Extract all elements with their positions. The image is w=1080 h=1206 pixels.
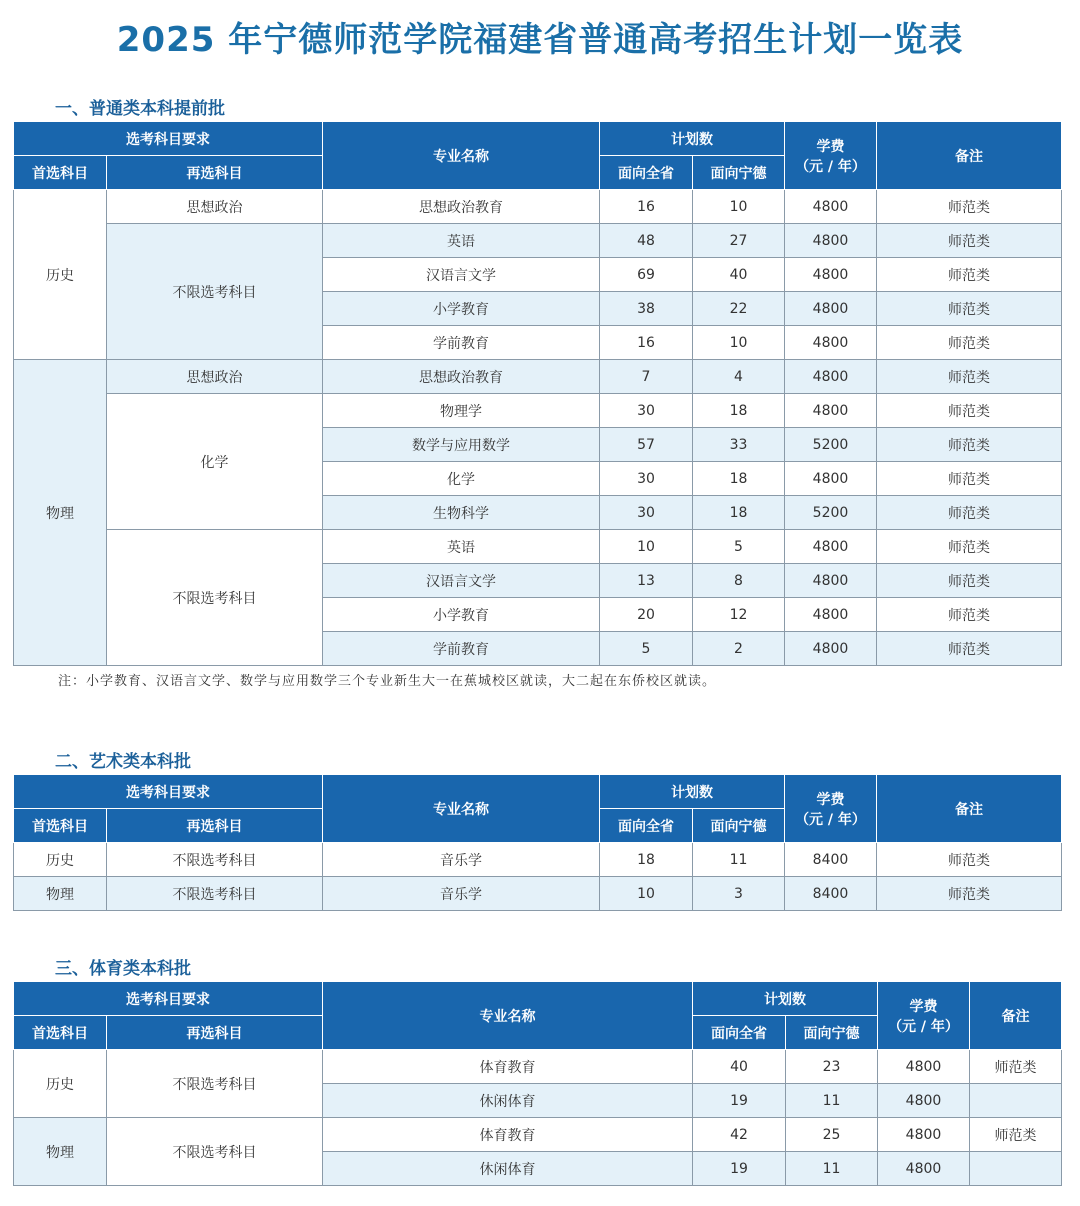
province-quota-cell: 20: [600, 598, 693, 632]
ningde-quota-cell: 5: [693, 530, 785, 564]
first-subject-cell: 历史: [14, 843, 107, 877]
province-quota-cell: 40: [693, 1050, 786, 1084]
table-art-batch: [13, 774, 1062, 911]
tuition-cell: 4800: [785, 394, 877, 428]
second-subject-cell: 不限选考科目: [107, 1118, 323, 1186]
major-name-cell: 音乐学: [323, 877, 600, 911]
ningde-quota-cell: 25: [786, 1118, 878, 1152]
ningde-quota-cell: 22: [693, 292, 785, 326]
remark-cell: 师范类: [970, 1050, 1062, 1084]
first-subject-cell: 物理: [14, 360, 107, 666]
ningde-quota-cell: 10: [693, 326, 785, 360]
remark-cell: 师范类: [877, 292, 1062, 326]
province-quota-cell: 7: [600, 360, 693, 394]
remark-cell: 师范类: [877, 877, 1062, 911]
header-remark: 备注: [877, 775, 1062, 843]
ningde-quota-cell: 11: [693, 843, 785, 877]
table-row: [14, 224, 1062, 258]
header-ningde-quota: 面向宁德: [693, 809, 785, 843]
tuition-cell: 4800: [785, 190, 877, 224]
header-subject-requirement: 选考科目要求: [14, 982, 323, 1016]
tuition-cell: 4800: [785, 530, 877, 564]
ningde-quota-cell: 8: [693, 564, 785, 598]
table-row: [14, 394, 1062, 428]
province-quota-cell: 19: [693, 1084, 786, 1118]
major-name-cell: 化学: [323, 462, 600, 496]
table-regular-early-batch: [13, 121, 1062, 666]
major-name-cell: 小学教育: [323, 292, 600, 326]
tuition-cell: 4800: [785, 258, 877, 292]
first-subject-cell: 历史: [14, 190, 107, 360]
header-remark: 备注: [970, 982, 1062, 1050]
header-first-subject: 首选科目: [14, 809, 107, 843]
major-name-cell: 学前教育: [323, 326, 600, 360]
table-row: [14, 530, 1062, 564]
header-tuition: [785, 775, 877, 843]
remark-cell: 师范类: [877, 394, 1062, 428]
second-subject-cell: 不限选考科目: [107, 1050, 323, 1118]
second-subject-cell: 不限选考科目: [107, 530, 323, 666]
header-plan-count: 计划数: [600, 122, 785, 156]
table-row: [14, 360, 1062, 394]
major-name-cell: 休闲体育: [323, 1084, 693, 1118]
table-row: [14, 190, 1062, 224]
remark-cell: 师范类: [877, 326, 1062, 360]
province-quota-cell: 30: [600, 394, 693, 428]
tuition-cell: 4800: [785, 598, 877, 632]
header-second-subject: 再选科目: [107, 809, 323, 843]
province-quota-cell: 30: [600, 462, 693, 496]
tuition-cell: 4800: [785, 224, 877, 258]
second-subject-cell: 不限选考科目: [107, 224, 323, 360]
tuition-cell: 4800: [878, 1050, 970, 1084]
tuition-cell: 4800: [878, 1152, 970, 1186]
header-tuition: [878, 982, 970, 1050]
remark-cell: 师范类: [877, 530, 1062, 564]
remark-cell: 师范类: [877, 190, 1062, 224]
province-quota-cell: 16: [600, 190, 693, 224]
tuition-cell: 5200: [785, 496, 877, 530]
remark-cell: 师范类: [877, 843, 1062, 877]
header-second-subject: 再选科目: [107, 1016, 323, 1050]
header-tuition-label: 学费: [816, 138, 845, 155]
second-subject-cell: 思想政治: [107, 190, 323, 224]
remark-cell: 师范类: [877, 496, 1062, 530]
ningde-quota-cell: 10: [693, 190, 785, 224]
province-quota-cell: 10: [600, 877, 693, 911]
major-name-cell: 思想政治教育: [323, 360, 600, 394]
ningde-quota-cell: 2: [693, 632, 785, 666]
major-name-cell: 体育教育: [323, 1118, 693, 1152]
province-quota-cell: 42: [693, 1118, 786, 1152]
province-quota-cell: 30: [600, 496, 693, 530]
tuition-cell: 4800: [785, 326, 877, 360]
header-tuition-unit: （元 / 年）: [888, 1018, 959, 1035]
page-title: 2025 年宁德师范学院福建省普通高考招生计划一览表: [116, 20, 964, 60]
ningde-quota-cell: 12: [693, 598, 785, 632]
second-subject-cell: 不限选考科目: [107, 877, 323, 911]
header-province-quota: 面向全省: [600, 156, 693, 190]
remark-cell: 师范类: [877, 598, 1062, 632]
header-ningde-quota: 面向宁德: [786, 1016, 878, 1050]
tuition-cell: 8400: [785, 843, 877, 877]
ningde-quota-cell: 3: [693, 877, 785, 911]
major-name-cell: 小学教育: [323, 598, 600, 632]
remark-cell: 师范类: [877, 462, 1062, 496]
table-note: 注：小学教育、汉语言文学、数学与应用数学三个专业新生大一在蕉城校区就读，大二起在东侨校区就读。: [58, 674, 717, 689]
tuition-cell: 4800: [785, 360, 877, 394]
remark-cell: 师范类: [877, 632, 1062, 666]
major-name-cell: 汉语言文学: [323, 564, 600, 598]
ningde-quota-cell: 33: [693, 428, 785, 462]
header-province-quota: 面向全省: [600, 809, 693, 843]
province-quota-cell: 18: [600, 843, 693, 877]
tuition-cell: 4800: [785, 462, 877, 496]
major-name-cell: 英语: [323, 530, 600, 564]
ningde-quota-cell: 18: [693, 462, 785, 496]
section-title-regular: 一、普通类本科提前批: [55, 99, 225, 119]
tuition-cell: 4800: [785, 292, 877, 326]
second-subject-cell: 化学: [107, 394, 323, 530]
remark-cell: 师范类: [877, 360, 1062, 394]
header-subject-requirement: 选考科目要求: [14, 775, 323, 809]
province-quota-cell: 13: [600, 564, 693, 598]
table-row: [14, 1118, 1062, 1152]
ningde-quota-cell: 18: [693, 496, 785, 530]
major-name-cell: 音乐学: [323, 843, 600, 877]
table-row: [14, 843, 1062, 877]
header-tuition-label: 学费: [909, 998, 938, 1015]
ningde-quota-cell: 23: [786, 1050, 878, 1084]
second-subject-cell: 思想政治: [107, 360, 323, 394]
major-name-cell: 思想政治教育: [323, 190, 600, 224]
section-title-art: 二、艺术类本科批: [55, 752, 191, 772]
major-name-cell: 学前教育: [323, 632, 600, 666]
header-plan-count: 计划数: [600, 775, 785, 809]
province-quota-cell: 48: [600, 224, 693, 258]
province-quota-cell: 57: [600, 428, 693, 462]
ningde-quota-cell: 11: [786, 1152, 878, 1186]
major-name-cell: 英语: [323, 224, 600, 258]
province-quota-cell: 5: [600, 632, 693, 666]
ningde-quota-cell: 18: [693, 394, 785, 428]
header-tuition-label: 学费: [816, 791, 845, 808]
header-plan-count: 计划数: [693, 982, 878, 1016]
major-name-cell: 数学与应用数学: [323, 428, 600, 462]
second-subject-cell: 不限选考科目: [107, 843, 323, 877]
header-tuition-unit: （元 / 年）: [795, 811, 866, 828]
tuition-cell: 4800: [785, 632, 877, 666]
header-second-subject: 再选科目: [107, 156, 323, 190]
tuition-cell: 4800: [878, 1084, 970, 1118]
remark-cell: 师范类: [877, 258, 1062, 292]
table-row: [14, 1050, 1062, 1084]
header-subject-requirement: 选考科目要求: [14, 122, 323, 156]
table-row: [14, 877, 1062, 911]
province-quota-cell: 16: [600, 326, 693, 360]
ningde-quota-cell: 40: [693, 258, 785, 292]
major-name-cell: 生物科学: [323, 496, 600, 530]
header-first-subject: 首选科目: [14, 1016, 107, 1050]
header-first-subject: 首选科目: [14, 156, 107, 190]
table-sports-batch: [13, 981, 1062, 1186]
major-name-cell: 物理学: [323, 394, 600, 428]
remark-cell: [970, 1152, 1062, 1186]
province-quota-cell: 38: [600, 292, 693, 326]
header-major-name: 专业名称: [323, 122, 600, 190]
tuition-cell: 4800: [785, 564, 877, 598]
tuition-cell: 4800: [878, 1118, 970, 1152]
tuition-cell: 8400: [785, 877, 877, 911]
section-title-sports: 三、体育类本科批: [55, 959, 191, 979]
ningde-quota-cell: 4: [693, 360, 785, 394]
header-major-name: 专业名称: [323, 982, 693, 1050]
remark-cell: 师范类: [877, 428, 1062, 462]
header-remark: 备注: [877, 122, 1062, 190]
ningde-quota-cell: 11: [786, 1084, 878, 1118]
ningde-quota-cell: 27: [693, 224, 785, 258]
province-quota-cell: 10: [600, 530, 693, 564]
header-tuition: [785, 122, 877, 190]
first-subject-cell: 物理: [14, 1118, 107, 1186]
first-subject-cell: 物理: [14, 877, 107, 911]
header-major-name: 专业名称: [323, 775, 600, 843]
remark-cell: 师范类: [970, 1118, 1062, 1152]
remark-cell: 师范类: [877, 564, 1062, 598]
province-quota-cell: 69: [600, 258, 693, 292]
major-name-cell: 休闲体育: [323, 1152, 693, 1186]
header-tuition-unit: （元 / 年）: [795, 158, 866, 175]
first-subject-cell: 历史: [14, 1050, 107, 1118]
remark-cell: 师范类: [877, 224, 1062, 258]
remark-cell: [970, 1084, 1062, 1118]
tuition-cell: 5200: [785, 428, 877, 462]
header-province-quota: 面向全省: [693, 1016, 786, 1050]
header-ningde-quota: 面向宁德: [693, 156, 785, 190]
major-name-cell: 汉语言文学: [323, 258, 600, 292]
major-name-cell: 体育教育: [323, 1050, 693, 1084]
province-quota-cell: 19: [693, 1152, 786, 1186]
